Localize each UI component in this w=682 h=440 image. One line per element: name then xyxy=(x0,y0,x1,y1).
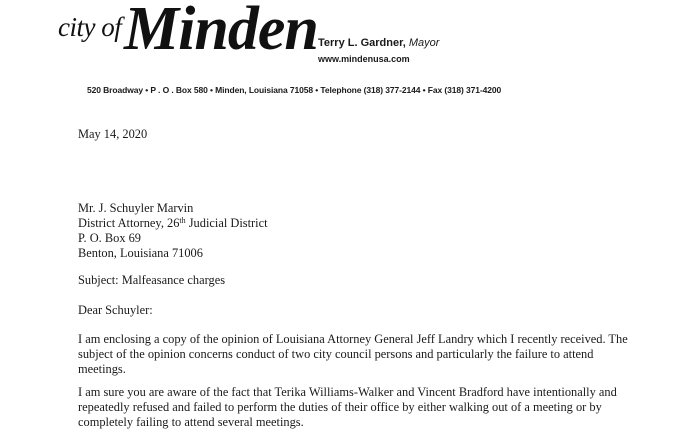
paragraph-line: repeatedly refused and failed to perform the duties of their office by either walking out of a meeting or by xyxy=(78,400,602,414)
recipient-po-box: P. O. Box 69 xyxy=(78,231,141,245)
recipient-title-sup: th xyxy=(179,216,186,225)
mayor-line xyxy=(318,37,439,49)
recipient-title-suffix: Judicial District xyxy=(185,216,268,230)
recipient-name: Mr. J. Schuyler Marvin xyxy=(78,201,194,215)
recipient-title xyxy=(78,216,268,231)
city-logo xyxy=(58,0,318,72)
recipient-title-prefix: District Attorney, 26 xyxy=(78,216,180,230)
address-line: 520 Broadway • P . O . Box 580 • Minden, Louisiana 71058 • Telephone (318) 377-2144 • Fax (318) 371-4200 xyxy=(87,85,502,95)
recipient-block xyxy=(78,201,268,261)
mayor-name: Terry L. Gardner, xyxy=(318,37,406,49)
letter-date: May 14, 2020 xyxy=(78,127,148,141)
paragraph-line: I am sure you are aware of the fact that Terika Williams-Walker and Vincent Bradford have intentionally and xyxy=(78,385,617,399)
mayor-title: Mayor xyxy=(408,37,440,49)
website-link[interactable]: www.mindenusa.com xyxy=(318,54,410,64)
paragraph-line: completely failing to attend several meetings. xyxy=(78,415,304,429)
paragraph-line: I am enclosing a copy of the opinion of Louisiana Attorney General Jeff Landry which I recently received. The xyxy=(78,332,628,346)
paragraph-line: subject of the opinion concerns conduct of two city council persons and particularly the failure to attend xyxy=(78,347,594,361)
logo-city-of-text: city of xyxy=(58,12,122,42)
recipient-city-state-zip: Benton, Louisiana 71006 xyxy=(78,246,203,260)
paragraph-line: meetings. xyxy=(78,362,126,376)
salutation: Dear Schuyler: xyxy=(78,303,153,317)
logo-city-name-text: Minden xyxy=(124,0,318,63)
subject-line: Subject: Malfeasance charges xyxy=(78,273,226,287)
paragraph-1 xyxy=(78,332,668,377)
paragraph-2 xyxy=(78,385,668,430)
